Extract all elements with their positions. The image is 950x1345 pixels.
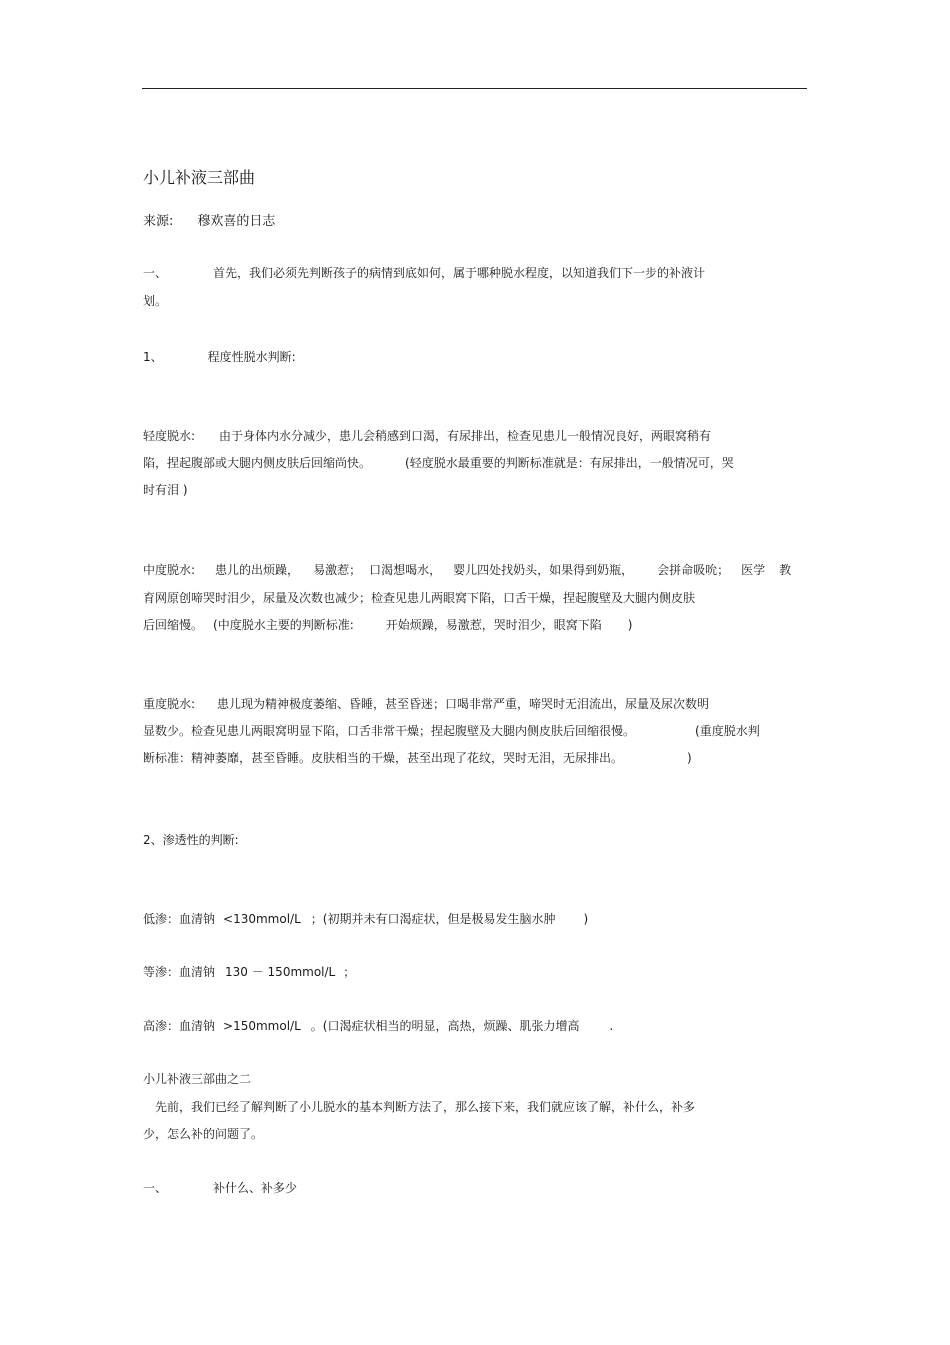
part2-line2: 少，怎么补的问题了。 [143, 1127, 264, 1141]
source-value: 穆欢喜的日志 [197, 214, 276, 229]
mild-line2: 陷，捏起腹部或大腿内侧皮肤后回缩尚快。 (轻度脱水最重要的判断标准就是：有尿排出，一般情况可，哭 [143, 456, 734, 470]
hypertonic-line: 高渗：血清钠 >150mmol/L 。(口渴症状相当的明显，高热，烦躁、肌张力增高 . [143, 1019, 614, 1033]
header-rule [142, 88, 807, 89]
moderate-line2: 育网原创啼哭时泪少，尿量及次数也减少；检查见患儿两眼窝下陷，口舌干燥，捏起腹壁及大腿内侧皮肤 [143, 591, 696, 605]
section1-line2: 划。 [143, 294, 168, 308]
severe-line2: 显数少。检查见患儿两眼窝明显下陷，口舌非常干燥；捏起腹壁及大腿内侧皮肤后回缩很慢。 (重度脱水判 [143, 724, 760, 738]
heading-degree: 1、 程度性脱水判断: [143, 350, 296, 364]
heading-osmotic: 2、渗透性的判断: [143, 833, 239, 847]
mild-line1: 轻度脱水: 由于身体内水分减少，患儿会稍感到口渴，有尿排出，检查见患儿一般情况良好，两眼窝稍有 [143, 429, 712, 443]
moderate-line3: 后回缩慢。 (中度脱水主要的判断标准: 开始烦躁，易激惹，哭时泪少，眼窝下陷 ) [143, 618, 633, 632]
source-line [143, 214, 275, 230]
part2-section1: 一、 补什么、补多少 [143, 1181, 298, 1195]
source-label: 来源: [143, 214, 174, 229]
section1-line1: 一、 首先，我们必须先判断孩子的病情到底如何，属于哪种脱水程度，以知道我们下一步的补液计 [143, 266, 706, 280]
mild-label: 轻度脱水: [143, 429, 196, 443]
part2-title: 小儿补液三部曲之二 [143, 1072, 252, 1086]
severe-line3: 断标准：精神萎靡，甚至昏睡。皮肤相当的干燥，甚至出现了花纹，哭时无泪，无尿排出。 ) [143, 751, 692, 765]
section1-number: 一、 [143, 266, 168, 280]
mild-line3: 时有泪 ) [143, 483, 188, 497]
hypotonic-line: 低渗：血清钠 <130mmol/L ；(初期并未有口渴症状，但是极易发生脑水肿 ) [143, 912, 589, 926]
moderate-line1: 中度脱水: 患儿的出烦躁， 易激惹； 口渴想喝水， 婴儿四处找奶头，如果得到奶瓶， 会拼命吸吮； 医学 教 [143, 563, 792, 577]
part2-line1: 先前，我们已经了解判断了小儿脱水的基本判断方法了，那么接下来，我们就应该了解，补什么，补多 [143, 1100, 696, 1114]
page-title: 小儿补液三部曲 [143, 168, 256, 187]
moderate-label: 中度脱水: [143, 563, 196, 577]
isotonic-line: 等渗：血清钠 130 － 150mmol/L ； [143, 965, 356, 979]
severe-line1: 重度脱水: 患儿现为精神极度萎缩、昏睡，甚至昏迷；口喝非常严重，啼哭时无泪流出，尿量及尿次数明 [143, 697, 710, 711]
severe-label: 重度脱水: [143, 697, 196, 711]
